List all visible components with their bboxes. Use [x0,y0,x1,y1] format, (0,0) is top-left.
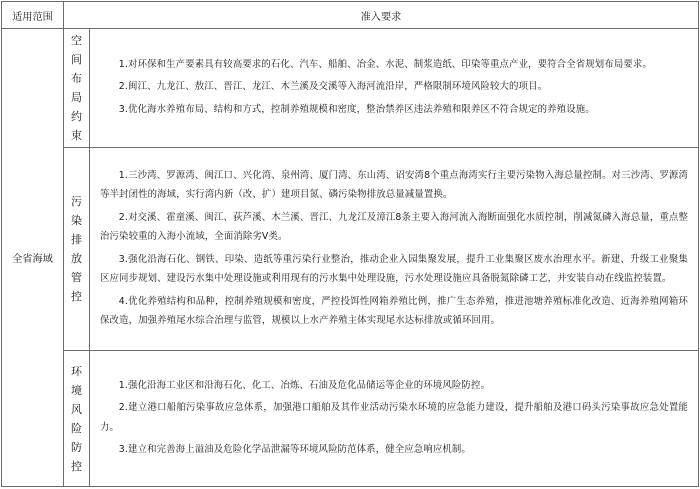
requirement-item: 1.强化沿海工业区和沿海石化、化工、冶炼、石油及危化品储运等企业的环境风险防控。 [118,379,490,391]
requirements-risk-prevention [90,351,699,487]
requirement-item: 2.建立港口船舶污染事故应急体系，加强港口船舶及其作业活动污染水环境的应急能力建设，提升船舶及港口码头污染事故应急处置能力。 [100,402,688,433]
requirement-item: 4.优化养殖结构和品种，控制养殖规模和密度，严控投饵性网箱养殖比例，推广生态养殖，推进池塘养殖标准化改造、近海养殖网箱环保改造，加强养殖尾水综合治理与监管，规模以上水产养殖主体实现尾水达标排放或循环回用。 [100,295,688,326]
table-header-row [2,2,699,29]
table-row-risk-prevention [2,351,699,487]
requirement-item: 1.三沙湾、罗源湾、闽江口、兴化湾、泉州湾、厦门湾、东山湾、诏安湾8个重点海湾实行主要污染物入海总量控制。对三沙湾、罗源湾等半封闭性的海域，实行湾内新（改、扩）建项目氮、磷污染物排放总量减量置换。 [100,169,688,200]
requirement-item: 1.对环保和生产要素具有较高要求的石化、汽车、船舶、冶金、水泥、制浆造纸、印染等重点产业，要符合全省规划布局要求。 [118,58,652,70]
requirements-spatial-layout [90,29,699,148]
table-row-pollution-control [2,148,699,351]
requirements-pollution-control [90,148,699,351]
requirement-item: 2.对交溪、霍童溪、闽江、荻芦溪、木兰溪、晋江、九龙江及漳江8条主要入海河流入海断面强化水质控制，削减氮磷入海总量，重点整治污染较重的入海小流域，全面消除劣Ⅴ类。 [100,211,688,242]
category-spatial-layout: 空间布局约束 [64,29,90,148]
table-row-spatial-layout [2,29,699,148]
requirement-item: 3.建立和完善海上溢油及危险化学品泄漏等环境风险防范体系，健全应急响应机制。 [118,444,471,455]
category-risk-prevention: 环境风险防控 [64,351,90,487]
scope-cell: 全省海域 [2,29,64,487]
access-requirements-table [1,1,699,487]
requirement-item: 3.优化海水养殖布局、结构和方式，控制养殖规模和密度，整治禁养区违法养殖和限养区不符合规定的养殖设施。 [118,103,595,115]
requirement-item: 3.强化沿海石化、钢铁、印染、造纸等重污染行业整治，推动企业入园集聚发展，提升工业集聚区废水治理水平。新建、升级工业聚集区应同步规划、建设污水集中处理设施或利用现有的污水集中处理设施，污水处理设施应具备脱氮除磷工艺，并安装自动在线监控装置。 [100,253,688,284]
header-requirement: 准入要求 [64,2,699,29]
requirement-item: 2.闽江、九龙江、敖江、晋江、龙江、木兰溪及交溪等入海河流沿岸，严格限制环境风险较大的项目。 [118,81,548,93]
category-pollution-control: 污染排放管控 [64,148,90,351]
header-scope: 适用范围 [2,2,64,29]
